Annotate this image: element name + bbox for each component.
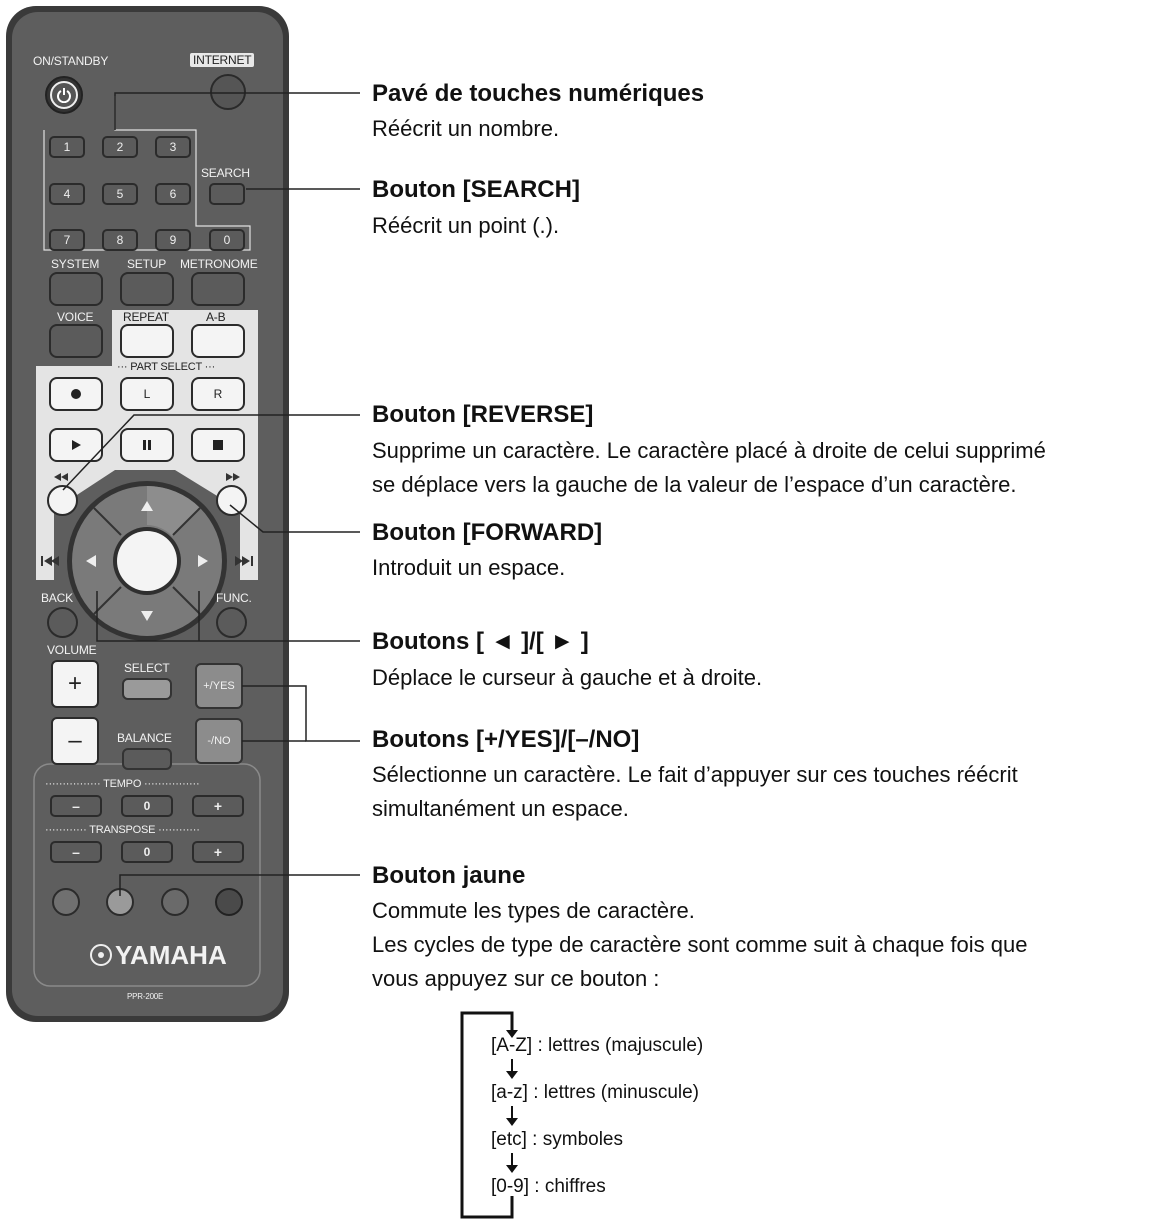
- callout-heading-search: Bouton [SEARCH]: [372, 176, 580, 203]
- repeat-label: REPEAT: [123, 310, 169, 324]
- part-r-button[interactable]: R: [191, 377, 245, 411]
- callout-text-yellow-2: Les cycles de type de caractère sont comme suit à chaque fois que: [372, 932, 1028, 957]
- cycle-item-uppercase: [A-Z] : lettres (majuscule): [491, 1035, 704, 1056]
- cycle-item-digits: [0-9] : chiffres: [491, 1176, 606, 1197]
- num-button-0[interactable]: 0: [209, 229, 245, 251]
- tempo-label: ················ TEMPO ················: [45, 778, 200, 790]
- volume-label: VOLUME: [47, 643, 97, 657]
- part-l-button[interactable]: L: [120, 377, 174, 411]
- callout-heading-yellow: Bouton jaune: [372, 862, 526, 889]
- volume-down-button[interactable]: –: [51, 717, 99, 765]
- a-b-label: A-B: [206, 310, 226, 324]
- cycle-item-symbols: [etc] : symboles: [491, 1129, 623, 1150]
- num-button-4[interactable]: 4: [49, 183, 85, 205]
- callout-text-yellow-1: Commute les types de caractère.: [372, 898, 695, 923]
- callout-heading-yes-no: Boutons [+/YES]/[–/NO]: [372, 726, 640, 753]
- num-button-8[interactable]: 8: [102, 229, 138, 251]
- num-button-6[interactable]: 6: [155, 183, 191, 205]
- callout-text-yes-no-2: simultanément un espace.: [372, 796, 629, 821]
- no-button[interactable]: -/NO: [195, 718, 243, 764]
- callout-heading-left-right: Boutons [ ◄ ]/[ ► ]: [372, 628, 589, 655]
- volume-up-button[interactable]: +: [51, 660, 99, 708]
- func-label: FUNC.: [216, 591, 252, 605]
- transpose-down-button[interactable]: –: [50, 841, 102, 863]
- internet-label: INTERNET: [190, 53, 254, 67]
- callout-text-search: Réécrit un point (.).: [372, 213, 560, 238]
- voice-label: VOICE: [57, 310, 94, 324]
- transpose-up-button[interactable]: +: [192, 841, 244, 863]
- back-label: BACK: [41, 591, 73, 605]
- cycle-item-lowercase: [a-z] : lettres (minuscule): [491, 1082, 699, 1103]
- setup-label: SETUP: [127, 257, 167, 271]
- transpose-reset-button[interactable]: 0: [121, 841, 173, 863]
- tempo-reset-button[interactable]: 0: [121, 795, 173, 817]
- callout-text-forward: Introduit un espace.: [372, 555, 566, 580]
- callout-text-reverse-1: Supprime un caractère. Le caractère placé à droite de celui supprimé: [372, 438, 1046, 463]
- select-label: SELECT: [124, 661, 170, 675]
- num-button-2[interactable]: 2: [102, 136, 138, 158]
- callout-text-yes-no-1: Sélectionne un caractère. Le fait d’appuyer sur ces touches réécrit: [372, 762, 1018, 787]
- system-label: SYSTEM: [51, 257, 100, 271]
- callout-heading-forward: Bouton [FORWARD]: [372, 519, 603, 546]
- part-select-label: ··· PART SELECT ···: [117, 361, 216, 373]
- num-button-1[interactable]: 1: [49, 136, 85, 158]
- transpose-label: ············ TRANSPOSE ············: [45, 824, 200, 836]
- brand-logo: YAMAHA: [115, 940, 227, 970]
- callout-heading-numeric-keypad: Pavé de touches numériques: [372, 80, 705, 107]
- model-label: PPR-200E: [127, 992, 164, 1001]
- tempo-down-button[interactable]: –: [50, 795, 102, 817]
- num-button-7[interactable]: 7: [49, 229, 85, 251]
- search-label: SEARCH: [201, 166, 250, 180]
- callout-text-numeric-keypad: Réécrit un nombre.: [372, 116, 560, 141]
- on-standby-label: ON/STANDBY: [33, 54, 109, 68]
- num-button-9[interactable]: 9: [155, 229, 191, 251]
- yes-button[interactable]: +/YES: [195, 663, 243, 709]
- num-button-5[interactable]: 5: [102, 183, 138, 205]
- callout-heading-reverse: Bouton [REVERSE]: [372, 401, 594, 428]
- num-button-3[interactable]: 3: [155, 136, 191, 158]
- balance-label: BALANCE: [117, 731, 172, 745]
- tempo-up-button[interactable]: +: [192, 795, 244, 817]
- callout-text-left-right: Déplace le curseur à gauche et à droite.: [372, 665, 763, 690]
- callout-text-yellow-3: vous appuyez sur ce bouton :: [372, 966, 660, 991]
- callout-text-reverse-2: se déplace vers la gauche de la valeur de l’espace d’un caractère.: [372, 472, 1017, 497]
- metronome-label: METRONOME: [180, 257, 258, 271]
